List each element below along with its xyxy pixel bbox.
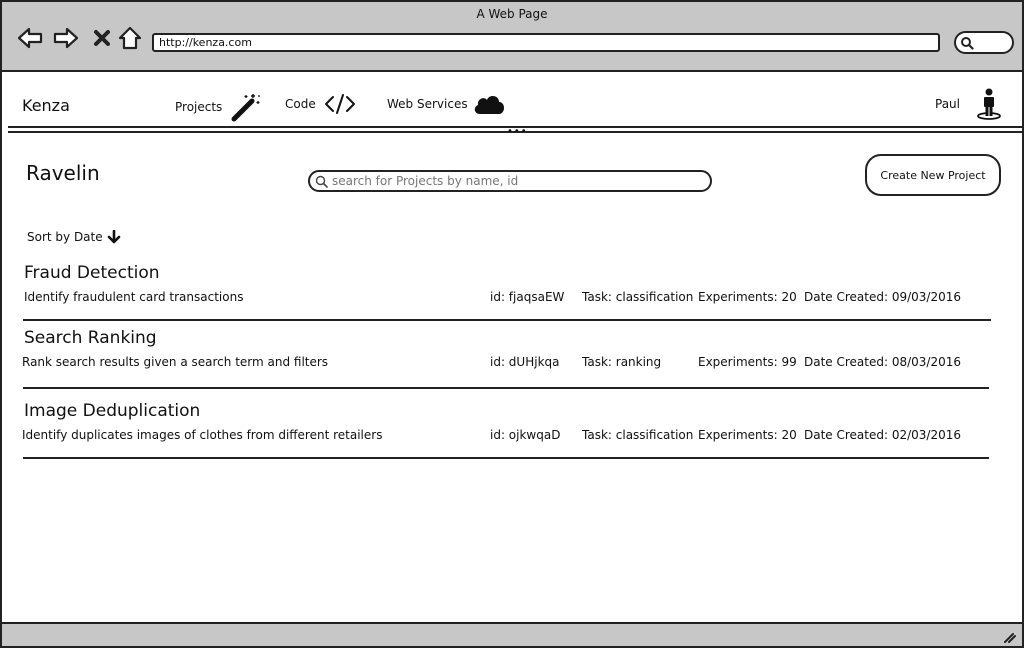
project-name[interactable]: Fraud Detection (24, 263, 160, 283)
resize-grip-icon[interactable] (1002, 629, 1016, 643)
project-divider (23, 319, 991, 321)
project-name[interactable]: Search Ranking (24, 328, 157, 348)
back-arrow-icon (17, 27, 43, 49)
user-menu[interactable] (935, 88, 1002, 120)
nav-item-projects[interactable] (175, 92, 262, 122)
project-task: Task: classification (582, 290, 694, 304)
project-date-created: Date Created: 09/03/2016 (804, 290, 962, 304)
nav-item-code[interactable] (285, 92, 356, 116)
project-description: Rank search results given a search term and filters (22, 355, 329, 369)
project-name[interactable]: Image Deduplication (24, 401, 201, 421)
nav-item-label: Projects (175, 100, 223, 114)
project-search-input[interactable]: search for Projects by name, id (308, 170, 712, 192)
create-new-project-button[interactable]: Create New Project (865, 154, 1001, 196)
project-divider (23, 457, 989, 459)
home-button[interactable] (116, 24, 144, 52)
project-task: Task: ranking (582, 355, 662, 369)
magic-wand-icon (230, 92, 262, 122)
forward-arrow-icon (53, 27, 79, 49)
nav-item-label: Code (285, 97, 316, 111)
forward-button[interactable] (52, 24, 80, 52)
search-icon (960, 36, 974, 50)
project-divider (23, 387, 989, 389)
sort-by-date-control[interactable] (27, 230, 121, 244)
project-experiments: Experiments: 20 (698, 428, 797, 442)
project-experiments: Experiments: 99 (698, 355, 797, 369)
project-task: Task: classification (582, 428, 694, 442)
user-name: Paul (935, 97, 960, 111)
sort-label: Sort by Date (27, 230, 103, 244)
status-bar (2, 622, 1022, 648)
project-id: id: dUHjkqa (490, 355, 560, 369)
code-icon (324, 92, 356, 116)
app-header (2, 72, 1022, 128)
project-date-created: Date Created: 08/03/2016 (804, 355, 962, 369)
project-id: id: ojkwqaD (490, 428, 561, 442)
user-icon (976, 88, 1002, 120)
back-button[interactable] (16, 24, 44, 52)
close-icon (93, 29, 111, 47)
home-icon (118, 26, 142, 50)
project-description: Identify fraudulent card transactions (24, 290, 244, 304)
window-title: A Web Page (476, 7, 548, 21)
brand-logo[interactable]: Kenza (22, 96, 70, 115)
project-date-created: Date Created: 02/03/2016 (804, 428, 962, 442)
arrow-down-icon (107, 230, 121, 244)
more-dots-icon[interactable]: ••• (507, 126, 528, 137)
nav-item-web-services[interactable] (387, 92, 506, 116)
search-icon (315, 175, 328, 188)
cloud-icon (472, 92, 506, 116)
browser-toolbar (2, 2, 1022, 72)
project-experiments: Experiments: 20 (698, 290, 797, 304)
stop-button[interactable] (88, 24, 116, 52)
project-id: id: fjaqsaEW (490, 290, 565, 304)
project-description: Identify duplicates images of clothes from different retailers (22, 428, 383, 442)
page-title: Ravelin (26, 161, 100, 185)
nav-item-label: Web Services (387, 97, 468, 111)
address-bar[interactable]: http://kenza.com (152, 33, 940, 52)
browser-search-field[interactable] (954, 31, 1014, 54)
